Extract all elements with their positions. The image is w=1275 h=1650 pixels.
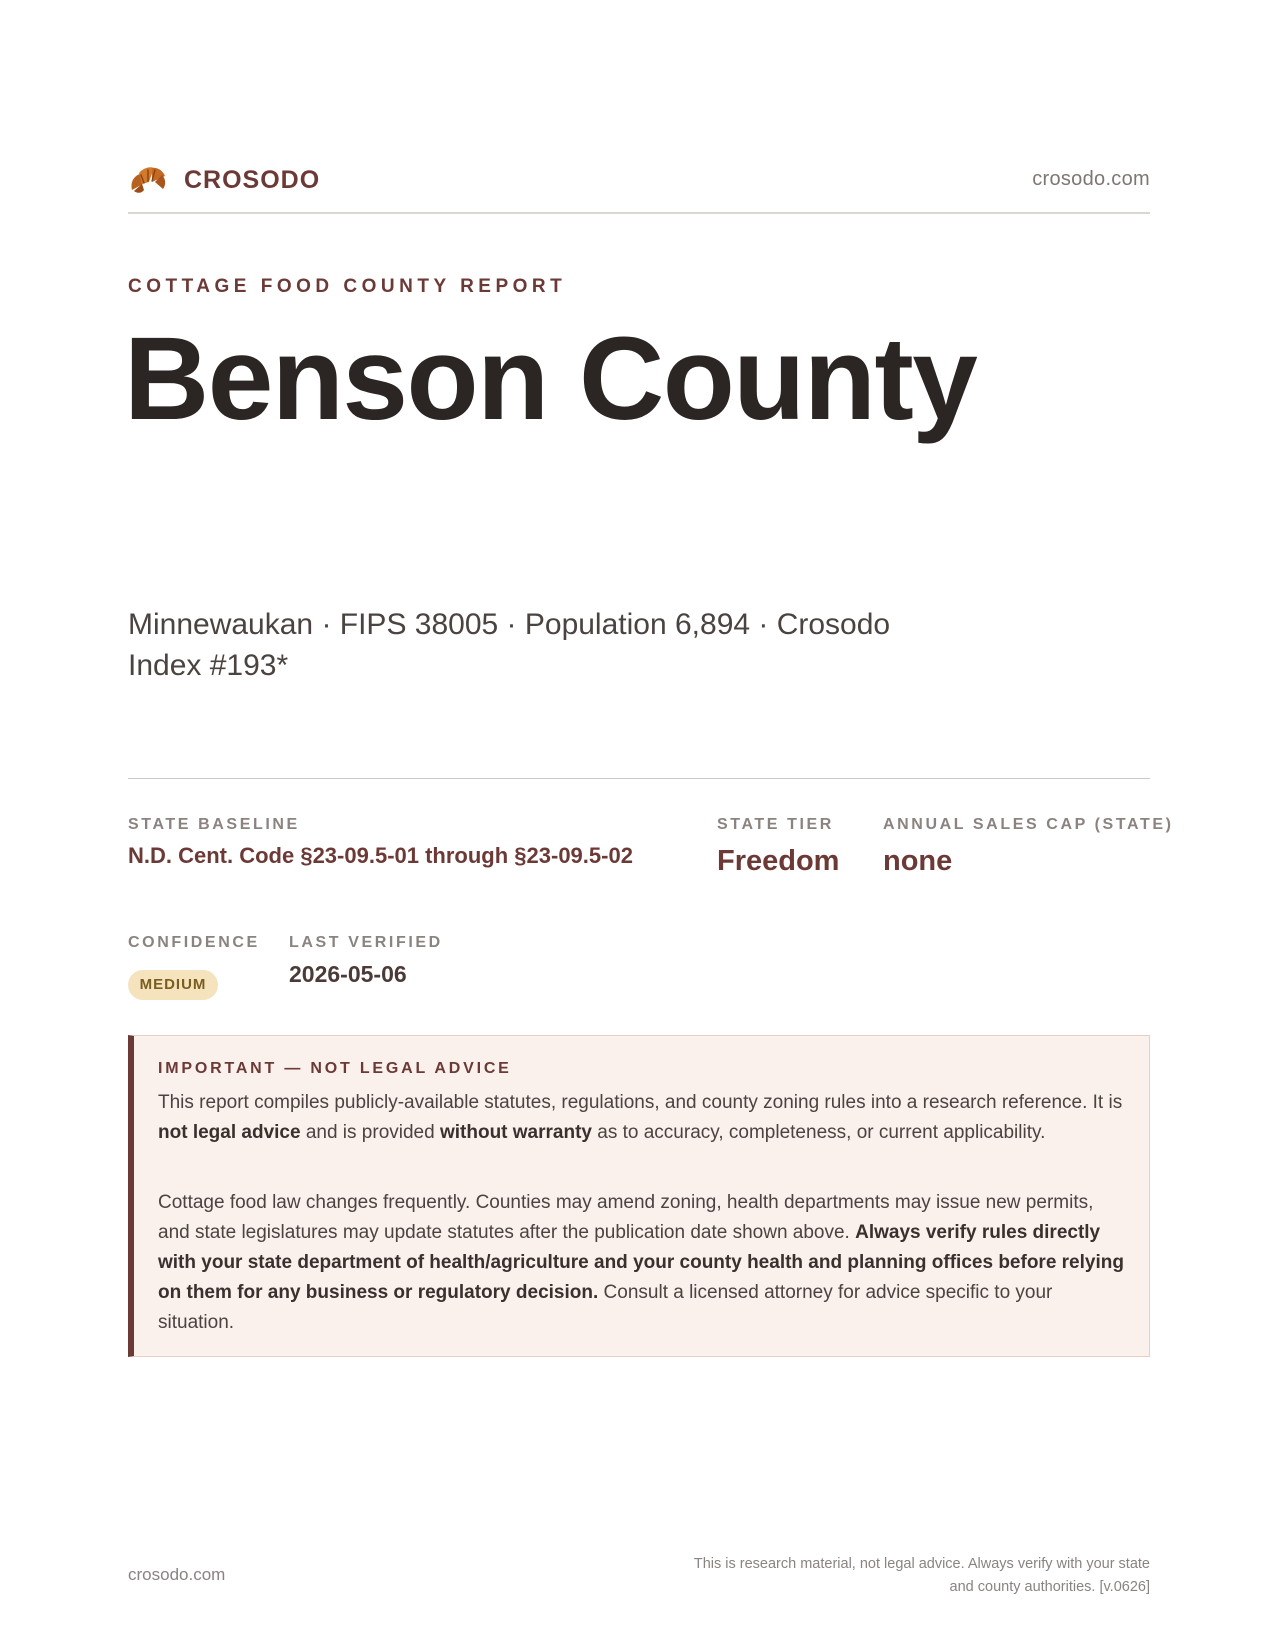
footer-disclaimer-line: and county authorities. [v.0626] bbox=[949, 1579, 1150, 1595]
notice-paragraph-2 bbox=[158, 1188, 1128, 1338]
notice-text: as to accuracy, completeness, or current applicability. bbox=[591, 1122, 1046, 1143]
confidence-badge: MEDIUM bbox=[128, 970, 218, 1000]
footer-site-link[interactable]: crosodo.com bbox=[128, 1565, 226, 1584]
legal-notice bbox=[128, 1035, 1150, 1357]
site-link[interactable]: crosodo.com bbox=[1032, 168, 1150, 190]
notice-emphasis: without warranty bbox=[439, 1122, 592, 1143]
notice-title: IMPORTANT — NOT LEGAL ADVICE bbox=[158, 1060, 512, 1077]
brand[interactable] bbox=[128, 160, 320, 200]
last-verified-value: 2026-05-06 bbox=[289, 961, 407, 987]
notice-emphasis: not legal advice bbox=[158, 1122, 301, 1143]
page-header bbox=[128, 160, 1150, 214]
notice-text: and is provided bbox=[300, 1122, 440, 1143]
confidence-label: CONFIDENCE bbox=[128, 934, 260, 951]
state-baseline-value: N.D. Cent. Code §23-09.5-01 through §23-09.5-02 bbox=[128, 843, 633, 868]
brand-name: CROSODO bbox=[184, 165, 321, 194]
croissant-icon bbox=[128, 160, 168, 200]
report-page bbox=[124, 0, 1174, 1650]
report-subtitle: Minnewaukan · FIPS 38005 · Population 6,894 · Crosodo Index #193* bbox=[128, 608, 891, 682]
state-baseline-label: STATE BASELINE bbox=[128, 816, 300, 833]
page-title: Benson County bbox=[124, 313, 977, 445]
notice-text: Consult a licensed attorney for advice specific to your situation. bbox=[158, 1282, 1053, 1333]
last-verified-label: LAST VERIFIED bbox=[289, 934, 443, 951]
footer-disclaimer bbox=[630, 1553, 1150, 1599]
state-tier-value: Freedom bbox=[717, 845, 840, 877]
footer-disclaimer-line: This is research material, not legal advice. Always verify with your state bbox=[693, 1556, 1150, 1572]
sales-cap-label: ANNUAL SALES CAP (STATE) bbox=[883, 816, 1174, 833]
state-tier-label: STATE TIER bbox=[717, 816, 834, 833]
notice-text: Cottage food law changes frequently. Counties may amend zoning, health departments may issue new permits, and state legislatures may update statutes after the publication date shown above. bbox=[158, 1192, 1094, 1243]
notice-text: This report compiles publicly-available statutes, regulations, and county zoning rules into a research reference. It is bbox=[158, 1092, 1123, 1113]
notice-paragraph-1 bbox=[158, 1088, 1128, 1148]
section-divider bbox=[128, 778, 1150, 779]
notice-emphasis: Always verify rules directly with your state department of health/agriculture and your county health and planning offices before relying on them for any business or regulatory decision. bbox=[158, 1222, 1124, 1303]
sales-cap-value: none bbox=[883, 845, 953, 877]
report-eyebrow: COTTAGE FOOD COUNTY REPORT bbox=[128, 276, 567, 297]
